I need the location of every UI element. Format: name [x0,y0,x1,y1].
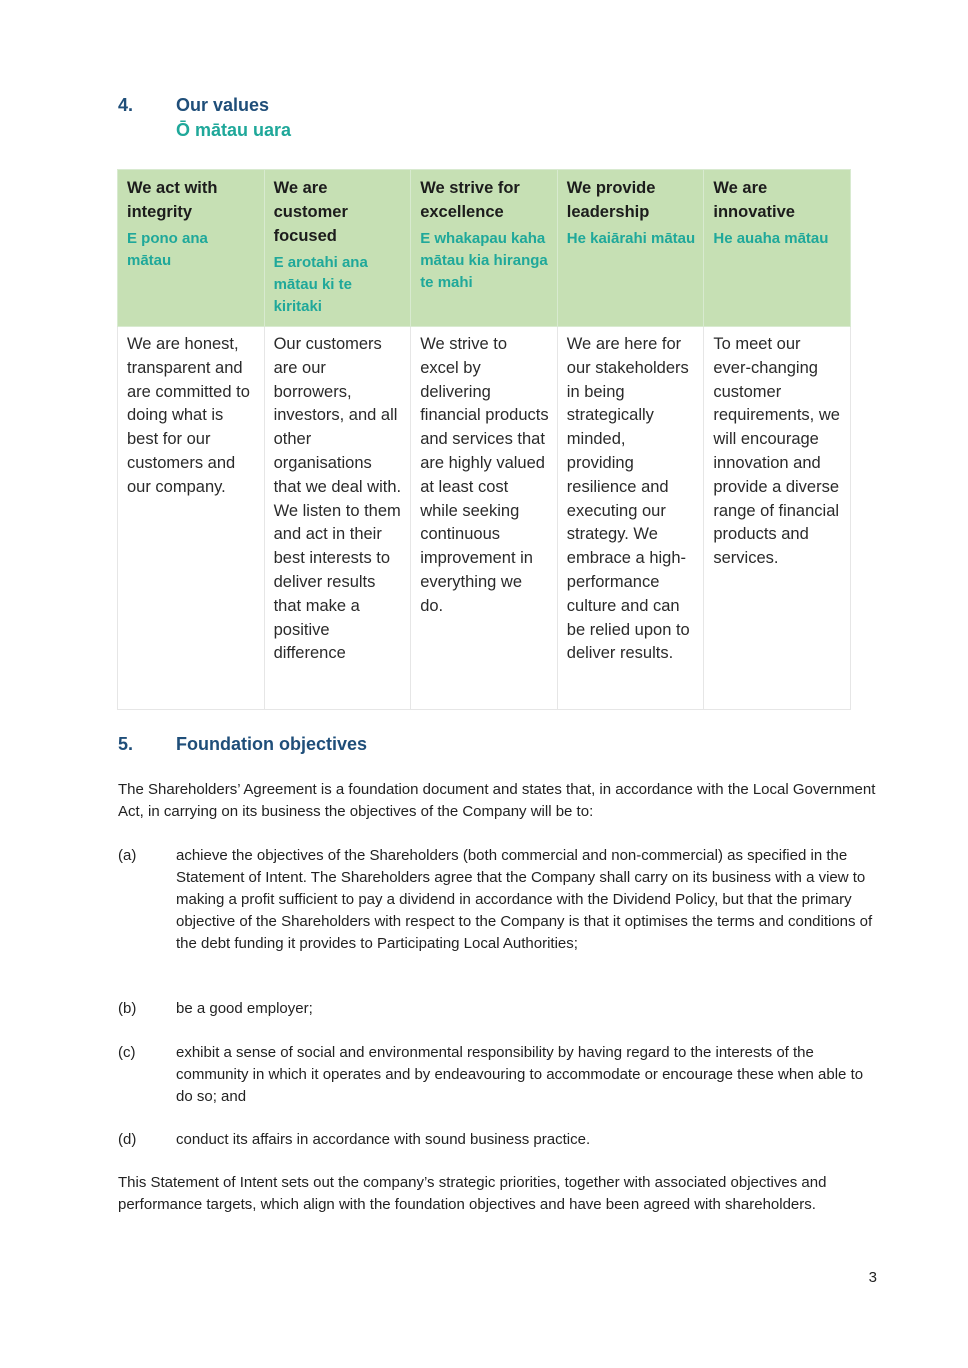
value-header-cell [411,170,558,327]
values-table [117,169,851,710]
value-maori-title: E arotahi ana mātau ki te kiritaki [273,254,368,315]
objective-text: conduct its affairs in accordance with sound business practice. [176,1131,591,1148]
objective-label: (b) [118,1000,137,1017]
objective-label: (d) [118,1131,137,1148]
value-title: We are customer focused [273,179,348,245]
value-title: We provide leadership [566,179,656,221]
section-title: Our values [176,95,270,115]
value-description: We strive to excel by delivering financial products and services that are highly valued at least cost while seeking continuous improvement in everything we do. [420,335,549,615]
value-header-cell [557,170,704,327]
value-description-cell [118,327,265,710]
objective-text: be a good employer; [176,1000,313,1017]
value-title: We strive for excellence [420,179,520,221]
value-description-cell [704,327,851,710]
value-header-cell [118,170,265,327]
value-description: Our customers are our borrowers, investors, and all other organisations that we deal with. We listen to them and act in their best interests to deliver results that make a positive difference [273,335,402,663]
section-number: 5. [118,734,134,754]
intro-paragraph: The Shareholders’ Agreement is a foundation document and states that, in accordance with the Local Government Act, in carrying on its business the objectives of the Company will be to: [118,781,876,820]
value-maori-title: E pono ana mātau [127,230,208,269]
value-maori-title: E whakapau kaha mātau kia hiranga te mahi [420,230,548,291]
value-maori-title: He auaha mātau [713,230,829,247]
section-number: 4. [118,95,134,115]
value-maori-title: He kaiārahi mātau [566,230,696,247]
section-subtitle: Ō mātau uara [176,120,292,140]
value-description: We are here for our stakeholders in being strategically minded, providing resilience and executing our strategy. We embrace a high-performance culture and can be relied upon to deliver results. [566,335,690,663]
value-description-cell [557,327,704,710]
objective-text: exhibit a sense of social and environmental responsibility by having regard to the interests of the community in which it operates and by endeavouring to accommodate or encourage these when able to do so; and [176,1044,864,1105]
objective-label: (c) [118,1044,136,1061]
value-description: To meet our ever-changing customer requirements, we will encourage innovation and provide a diverse range of financial products and services. [713,335,840,568]
value-header-cell [704,170,851,327]
objective-label: (a) [118,847,137,864]
value-description-cell [411,327,558,710]
value-title: We are innovative [713,179,795,221]
objective-text: achieve the objectives of the Shareholders (both commercial and non-commercial) as specified in the Statement of Intent. The Shareholders agree that the Company shall carry on its business with a view to making a profit sufficient to pay a dividend in accordance with the Dividend Policy, but that the primary objective of the Shareholders with respect to the Company is that it optimises the terms and conditions of the debt funding it provides to Participating Local Authorities; [176,847,873,952]
page-number: 3 [868,1269,877,1286]
value-description: We are honest, transparent and are committed to doing what is best for our customers and our company. [127,335,250,496]
closing-paragraph: This Statement of Intent sets out the company’s strategic priorities, together with associated objectives and performance targets, which align with the foundation objectives and have been agreed with shareholders. [118,1174,827,1213]
value-title: We act with integrity [127,179,218,221]
values-header-row [118,170,851,327]
section-title: Foundation objectives [176,734,368,754]
value-header-cell [264,170,411,327]
values-body-row [118,327,851,710]
value-description-cell [264,327,411,710]
